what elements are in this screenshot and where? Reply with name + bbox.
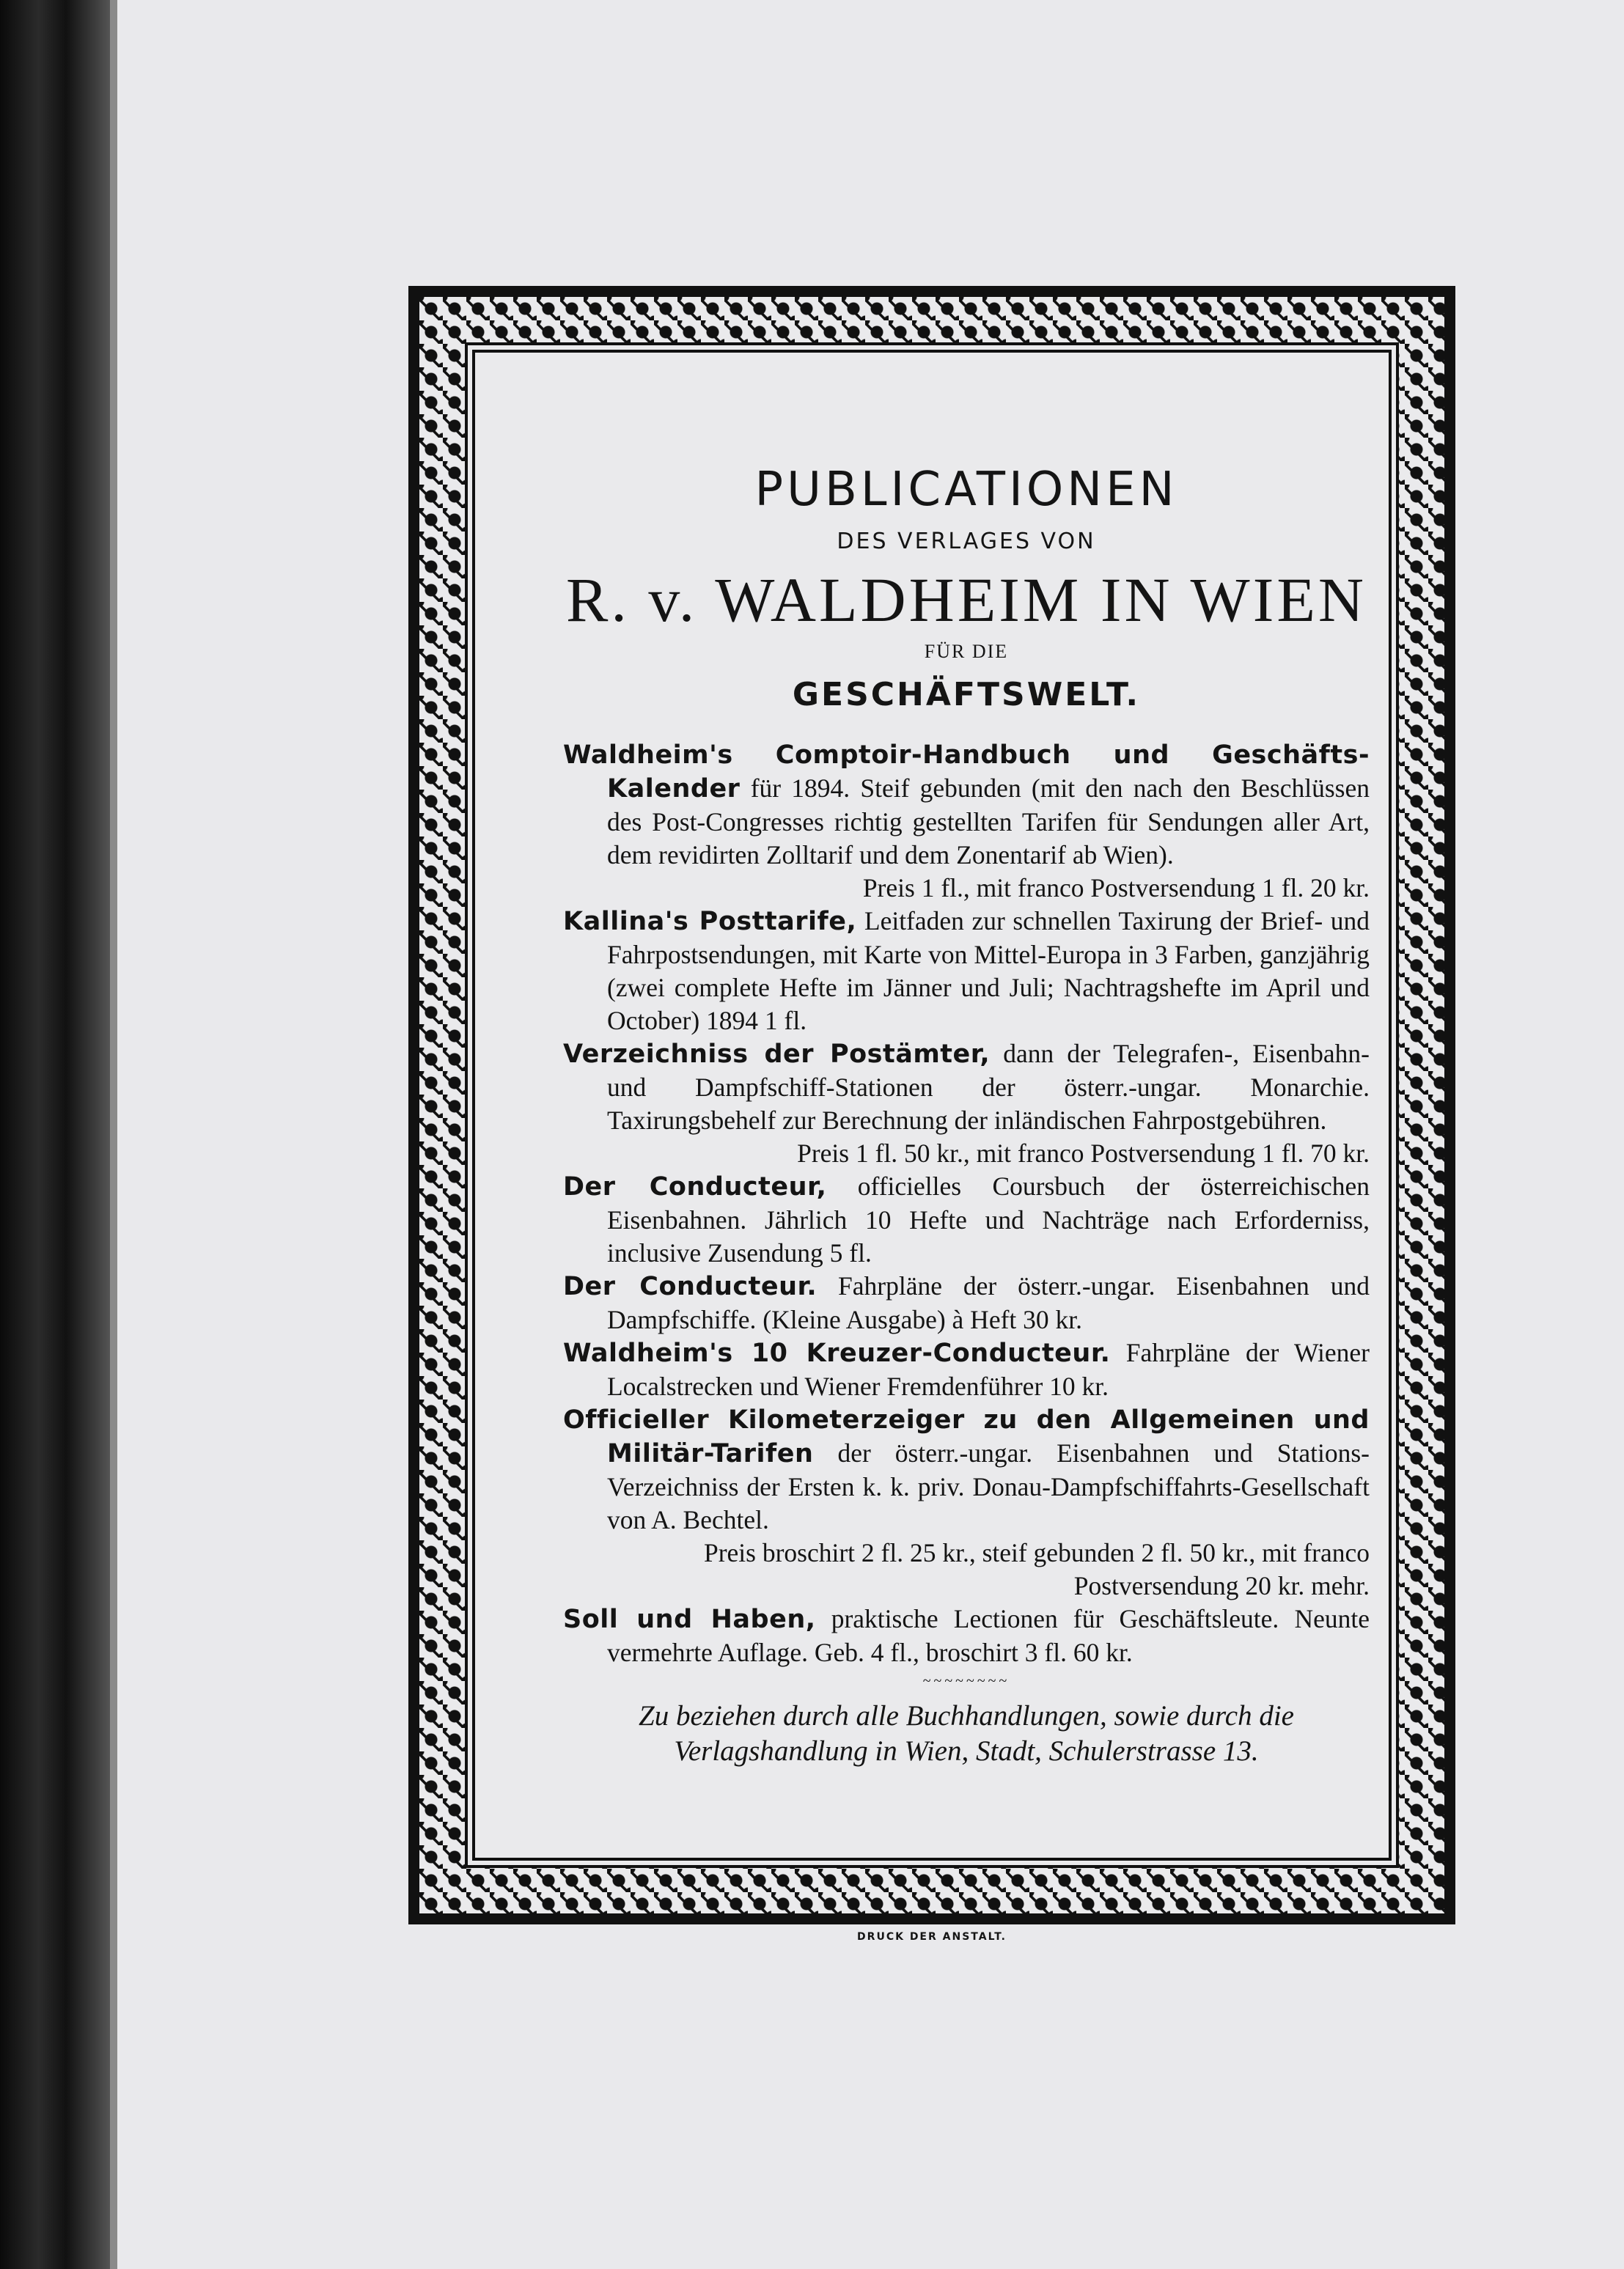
publication-entry <box>563 738 1370 872</box>
publication-name: Der Conducteur, <box>563 1172 827 1202</box>
publication-description: für 1894. Steif gebunden (mit den nach den Beschlüssen des Post-Congresses richtig gestellten Tarifen für Sendungen aller Art, dem revidirten Zolltarif und dem Zonentarif ab Wien). <box>607 773 1370 869</box>
publication-description: Fahrpläne der österr.-ungar. Eisenbahnen und Dampfschiffe. (Kleine Ausgabe) à Heft 30 kr. <box>607 1271 1370 1334</box>
publication-price: Preis 1 fl. 50 kr., mit franco Postversendung 1 fl. 70 kr. <box>797 1139 1370 1168</box>
advertisement-panel <box>472 350 1392 1861</box>
publication-entry <box>563 1170 1370 1270</box>
publication-description: Leitfaden zur schnellen Taxirung der Brief- und Fahrpostsendungen, mit Karte von Mittel-Europa in 3 Farben, ganzjährig (zwei complete Hefte im Jänner und Juli; Nachtragshefte im April und October) 1894 1 fl. <box>607 906 1370 1035</box>
publication-name: Verzeichniss der Postämter, <box>563 1040 991 1069</box>
publication-entry <box>563 1603 1370 1669</box>
footer-note: Zu beziehen durch alle Buchhandlungen, sowie durch die Verlagshandlung in Wien, Stadt, Schulerstrasse 13. <box>639 1700 1294 1767</box>
publication-name: Soll und Haben, <box>563 1605 816 1634</box>
book-spine <box>0 0 110 2269</box>
publication-name: Der Conducteur. <box>563 1272 817 1301</box>
publication-price: Preis broschirt 2 fl. 25 kr., steif gebunden 2 fl. 50 kr., mit franco Postversendung 20 kr. mehr. <box>703 1538 1370 1600</box>
publication-entry <box>563 1403 1370 1537</box>
publication-name: Waldheim's Comptoir-Handbuch und Geschäfts-Kalender <box>563 740 1370 803</box>
publication-entry <box>563 1336 1370 1403</box>
publisher-name: R. v. WALDHEIM IN WIEN <box>566 565 1367 635</box>
publication-description: Fahrpläne der Wiener Localstrecken und Wiener Fremdenführer 10 kr. <box>607 1338 1370 1401</box>
ornamental-divider: ~~~~~~~~ <box>922 1673 1010 1689</box>
publication-name: Officieller Kilometerzeiger zu den Allgemeinen und Militär-Tarifen <box>563 1405 1370 1468</box>
publication-description: officielles Coursbuch der österreichischen Eisenbahnen. Jährlich 10 Hefte und Nachträge nach Erforderniss, inclusive Zusendung 5 fl. <box>607 1172 1370 1268</box>
publication-name: Kallina's Posttarife, <box>563 907 857 936</box>
advertisement-content <box>563 463 1370 1769</box>
publication-name: Waldheim's 10 Kreuzer-Conducteur. <box>563 1339 1111 1368</box>
publication-price: Preis 1 fl., mit franco Postversendung 1 fl. 20 kr. <box>862 873 1370 902</box>
publication-description: praktische Lectionen für Geschäftsleute. Neunte vermehrte Auflage. Geb. 4 fl., broschirt 3 fl. 60 kr. <box>607 1604 1370 1667</box>
page-edge <box>110 0 117 2269</box>
ad-title: PUBLICATIONEN <box>754 463 1178 517</box>
publication-entry <box>563 1037 1370 1137</box>
printer-imprint: DRUCK DER ANSTALT. <box>857 1931 1007 1943</box>
publication-entry <box>563 905 1370 1037</box>
ad-fuer: FÜR DIE <box>924 641 1009 662</box>
publication-entry <box>563 1270 1370 1336</box>
ad-subtitle: DES VERLAGES VON <box>837 529 1096 554</box>
advertisement-frame <box>408 286 1455 1924</box>
ad-genre: GESCHÄFTSWELT. <box>792 676 1141 713</box>
publication-description: der österr.-ungar. Eisenbahnen und Stations-Verzeichniss der Ersten k. k. priv. Donau-Dampfschiffahrts-Gesellschaft von A. Bechtel. <box>607 1438 1370 1534</box>
publication-description: dann der Telegrafen-, Eisenbahn- und Dampfschiff-Stationen der österr.-ungar. Monarchie. Taxirungsbehelf zur Berechnung der inländischen Fahrpostgebühren. <box>607 1039 1370 1135</box>
